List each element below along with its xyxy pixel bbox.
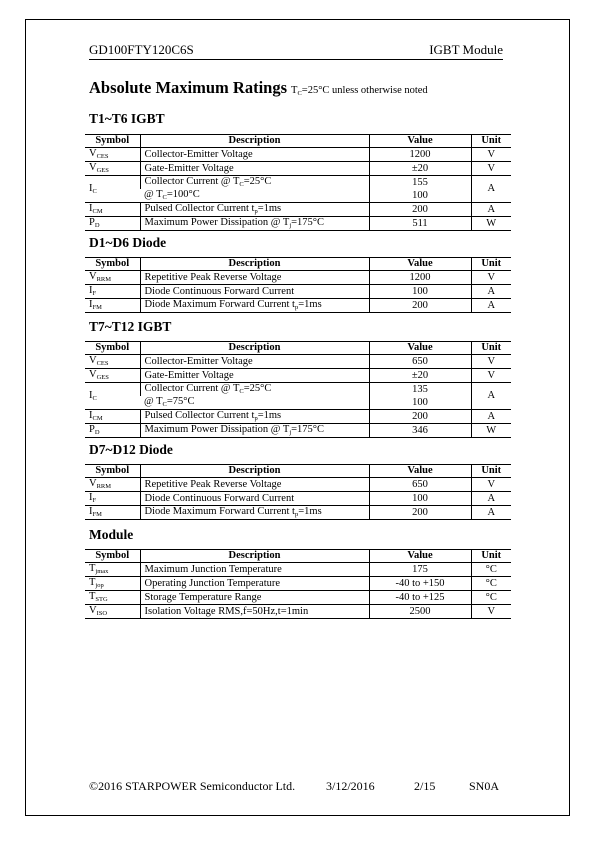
col-unit: Unit [471, 258, 511, 271]
description-cell: Maximum Junction Temperature [140, 563, 369, 577]
description-cell: Pulsed Collector Current $t_p=1ms$ [140, 410, 369, 424]
description-cell: Diode Continuous Forward Current [140, 285, 369, 299]
symbol-cell: $I_C$ [85, 383, 140, 410]
table-header [85, 342, 511, 355]
table-row [85, 492, 511, 506]
table-row [85, 299, 511, 313]
value-cell: 650 [369, 355, 471, 369]
unit-cell: A [471, 383, 511, 410]
value-cell: 1200 [369, 271, 471, 285]
cond-text: =25°C unless otherwise noted [301, 85, 428, 96]
value-cell: 175 [369, 563, 471, 577]
col-description: Description [140, 465, 369, 478]
col-description: Description [140, 342, 369, 355]
table-row [85, 383, 511, 397]
description-cell: Diode Maximum Forward Current $t_p=1ms$ [140, 506, 369, 520]
table-row [85, 563, 511, 577]
description-cell: Repetitive Peak Reverse Voltage [140, 271, 369, 285]
col-symbol: Symbol [85, 550, 140, 563]
value-cell: 100 [369, 189, 471, 203]
part-number: GD100FTY120C6S [89, 42, 194, 57]
description-cell: Pulsed Collector Current $t_p=1ms$ [140, 203, 369, 217]
table-row [85, 369, 511, 383]
table-header [85, 550, 511, 563]
unit-cell: V [471, 271, 511, 285]
col-symbol: Symbol [85, 465, 140, 478]
col-symbol: Symbol [85, 135, 140, 148]
unit-cell: A [471, 203, 511, 217]
section-title-igbt1: T1~T6 IGBT [89, 111, 165, 126]
description-cell: Collector Current @ $T_C=25^\circ C$ [140, 383, 369, 397]
col-value: Value [369, 342, 471, 355]
value-cell: 100 [369, 492, 471, 506]
table-module [85, 549, 511, 619]
table-row [85, 605, 511, 619]
col-symbol: Symbol [85, 258, 140, 271]
description-cell: Gate-Emitter Voltage [140, 162, 369, 176]
unit-cell: V [471, 478, 511, 492]
cond-symbol: T [291, 85, 298, 96]
footer-page-number: 2/15 [414, 779, 436, 793]
table-row [85, 355, 511, 369]
col-unit: Unit [471, 342, 511, 355]
title-condition [291, 85, 428, 96]
col-description: Description [140, 550, 369, 563]
description-cell: Maximum Power Dissipation @ $T_j=175^\circ C$ [140, 217, 369, 231]
symbol-cell: $V_{CES}$ [85, 148, 140, 162]
symbol-cell: $T_{jop}$ [85, 577, 140, 591]
value-cell: -40 to +150 [369, 577, 471, 591]
symbol-cell: $T_{STG}$ [85, 591, 140, 605]
table-row [85, 478, 511, 492]
symbol-cell: $I_F$ [85, 285, 140, 299]
value-cell: 650 [369, 478, 471, 492]
value-cell: 346 [369, 424, 471, 438]
description-cell: Gate-Emitter Voltage [140, 369, 369, 383]
table-row [85, 203, 511, 217]
value-cell: 100 [369, 396, 471, 410]
description-cell: Collector-Emitter Voltage [140, 148, 369, 162]
symbol-cell: $I_{FM}$ [85, 506, 140, 520]
unit-cell: °C [471, 577, 511, 591]
table-row [85, 410, 511, 424]
table-row [85, 424, 511, 438]
table-row [85, 591, 511, 605]
table-row [85, 285, 511, 299]
product-type: IGBT Module [429, 42, 503, 57]
col-value: Value [369, 135, 471, 148]
table-igbt1 [85, 134, 511, 231]
symbol-cell: $I_{CM}$ [85, 203, 140, 217]
unit-cell: °C [471, 563, 511, 577]
symbol-cell: $T_{jmax}$ [85, 563, 140, 577]
description-cell: Collector-Emitter Voltage [140, 355, 369, 369]
description-cell: Diode Continuous Forward Current [140, 492, 369, 506]
section-title-diode2: D7~D12 Diode [89, 442, 173, 457]
unit-cell: A [471, 176, 511, 203]
table-row [85, 176, 511, 190]
page-header [89, 42, 503, 60]
value-cell: 100 [369, 285, 471, 299]
symbol-cell: $V_{RRM}$ [85, 271, 140, 285]
table-header [85, 465, 511, 478]
unit-cell: V [471, 355, 511, 369]
col-description: Description [140, 258, 369, 271]
description-cell: Repetitive Peak Reverse Voltage [140, 478, 369, 492]
col-value: Value [369, 550, 471, 563]
table-header [85, 135, 511, 148]
table-row [85, 271, 511, 285]
value-cell: ±20 [369, 162, 471, 176]
description-cell: Storage Temperature Range [140, 591, 369, 605]
value-cell: 200 [369, 203, 471, 217]
table-diode2 [85, 464, 511, 520]
symbol-cell: $P_D$ [85, 217, 140, 231]
footer-copyright: ©2016 STARPOWER Semiconductor Ltd. [89, 779, 296, 793]
symbol-cell: $V_{ISO}$ [85, 605, 140, 619]
table-row [85, 162, 511, 176]
description-cell: @ $T_C=100^\circ C$ [140, 189, 369, 203]
section-title-diode1: D1~D6 Diode [89, 235, 167, 250]
symbol-cell: $I_{CM}$ [85, 410, 140, 424]
unit-cell: V [471, 162, 511, 176]
description-cell: Operating Junction Temperature [140, 577, 369, 591]
table-row [85, 577, 511, 591]
value-cell: 2500 [369, 605, 471, 619]
description-cell: Maximum Power Dissipation @ $T_j=175^\circ C$ [140, 424, 369, 438]
title-text: Absolute Maximum Ratings [89, 78, 288, 97]
value-cell: 511 [369, 217, 471, 231]
value-cell: -40 to +125 [369, 591, 471, 605]
symbol-cell: $I_C$ [85, 176, 140, 203]
table-diode1 [85, 257, 511, 313]
cond-sub: C [297, 90, 302, 97]
value-cell: 1200 [369, 148, 471, 162]
footer-date: 3/12/2016 [326, 779, 375, 793]
description-cell: @ $T_C=75^\circ C$ [140, 396, 369, 410]
value-cell: 200 [369, 299, 471, 313]
unit-cell: °C [471, 591, 511, 605]
col-unit: Unit [471, 465, 511, 478]
col-value: Value [369, 258, 471, 271]
table-row [85, 148, 511, 162]
description-cell: Collector Current @ $T_C=25^\circ C$ [140, 176, 369, 190]
table-header [85, 258, 511, 271]
section-title-igbt2: T7~T12 IGBT [89, 319, 172, 334]
footer-revision: SN0A [469, 779, 500, 793]
unit-cell: W [471, 217, 511, 231]
unit-cell: A [471, 299, 511, 313]
col-unit: Unit [471, 550, 511, 563]
table-row [85, 506, 511, 520]
unit-cell: A [471, 492, 511, 506]
col-unit: Unit [471, 135, 511, 148]
col-symbol: Symbol [85, 342, 140, 355]
unit-cell: V [471, 148, 511, 162]
symbol-cell: $I_{FM}$ [85, 299, 140, 313]
symbol-cell: $V_{CES}$ [85, 355, 140, 369]
symbol-cell: $I_F$ [85, 492, 140, 506]
symbol-cell: $V_{RRM}$ [85, 478, 140, 492]
unit-cell: V [471, 605, 511, 619]
table-row [85, 217, 511, 231]
description-cell: Isolation Voltage RMS,f=50Hz,t=1min [140, 605, 369, 619]
symbol-cell: $V_{GES}$ [85, 369, 140, 383]
value-cell: ±20 [369, 369, 471, 383]
table-row [85, 189, 511, 203]
unit-cell: A [471, 506, 511, 520]
col-description: Description [140, 135, 369, 148]
description-cell: Diode Maximum Forward Current $t_p=1ms$ [140, 299, 369, 313]
symbol-cell: $P_D$ [85, 424, 140, 438]
value-cell: 135 [369, 383, 471, 397]
table-row [85, 396, 511, 410]
unit-cell: V [471, 369, 511, 383]
col-value: Value [369, 465, 471, 478]
section-title-module: Module [89, 527, 134, 542]
value-cell: 200 [369, 506, 471, 520]
value-cell: 155 [369, 176, 471, 190]
unit-cell: A [471, 410, 511, 424]
page-title [89, 78, 428, 98]
symbol-cell: $V_{GES}$ [85, 162, 140, 176]
table-igbt2 [85, 341, 511, 438]
unit-cell: W [471, 424, 511, 438]
unit-cell: A [471, 285, 511, 299]
value-cell: 200 [369, 410, 471, 424]
